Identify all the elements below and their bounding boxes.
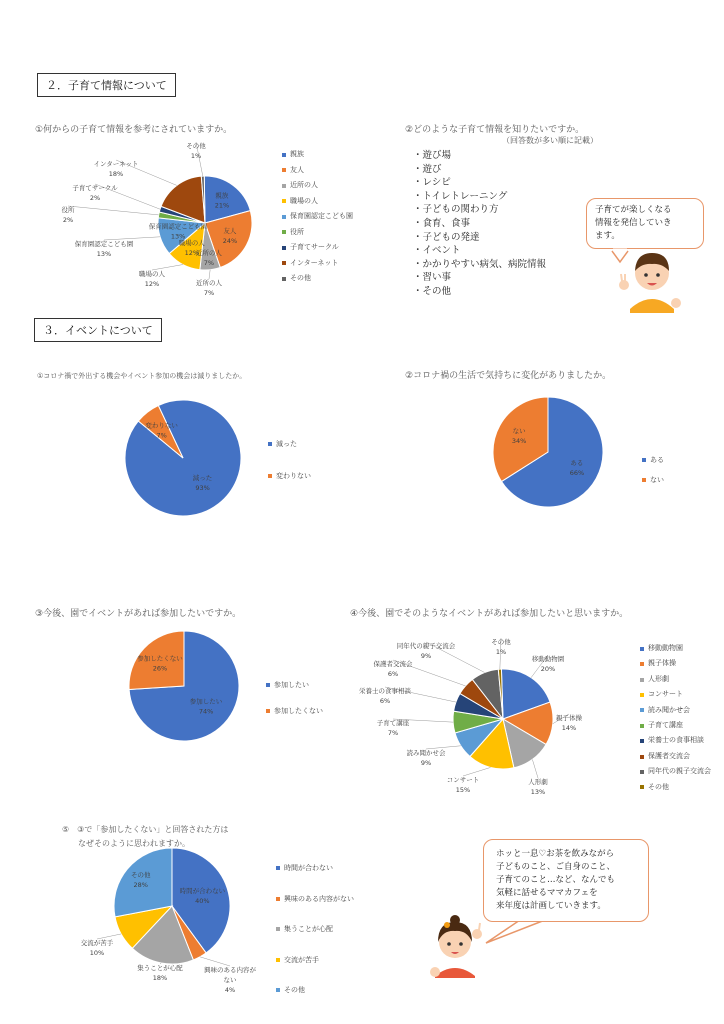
chart2-title: ①コロナ禍で外出する機会やイベント参加の機会は減りましたか。 [37,372,247,380]
chart4-data-label-1: 参加したくない [137,654,183,663]
bubble2-line: 気軽に話せるママカフェを [496,888,598,898]
chart4-legend-item [266,698,323,724]
chart1-data-label-8: 1% [190,152,202,160]
chart6-data-label-3: 10% [89,949,105,957]
legend-label: その他 [648,782,669,791]
legend-swatch [640,755,644,759]
chart5-legend-item [640,764,711,779]
chart1-data-label-5: 2% [62,216,74,224]
chart1-legend-item [282,147,353,163]
bubble2-line: ホッと一息♡お茶を飲みながら [496,849,615,859]
chart1-legend-item [282,178,353,194]
legend-swatch [282,215,286,219]
section2-title: ２．子育て情報について [37,73,176,97]
legend-label: 減った [276,440,297,448]
chart5-legend-item [640,672,711,687]
legend-swatch [282,184,286,188]
chart1-data-label-4: 13% [170,232,186,241]
q2-item-line: ・レシピ [413,177,451,189]
chart1-data-label-4: 保育園認定こども園 [74,240,134,248]
legend-swatch [266,709,270,713]
q2-item-line: ・イベント [413,245,461,257]
legend-label: 興味のある内容がない [284,894,354,903]
legend-label: 子育て講座 [648,721,683,730]
legend-swatch [282,168,286,172]
chart1-legend-item [282,209,353,225]
chart2-data-label-0: 93% [195,484,210,493]
chart5-data-label-9: その他 [491,638,511,646]
chart6-data-label-1: 興味のある内容が [204,966,256,974]
chart5-data-label-3: 15% [455,786,471,794]
legend-label: 職場の人 [290,196,318,205]
chart5-data-label-4: 読み聞かせ会 [406,749,446,757]
legend-label: インターネット [290,258,339,267]
chart5-title: ④今後、園でそのようなイベントがあれば参加したいと思いますか。 [350,609,629,619]
chart1-data-label-5: 役所 [61,206,75,214]
chart1-data-label-4: 保育園認定こども園 [148,222,208,231]
legend-swatch [282,199,286,203]
legend-label: 保護者交流会 [648,751,690,760]
chart5-leader-2 [532,759,538,778]
chart3-data-label-0: ある [570,458,584,467]
q2-item-line: ・食育、食事 [413,217,471,229]
q2-item-line: ・トイレトレーニング [413,190,508,202]
legend-label: ない [650,476,664,484]
chart6-legend-item [276,945,354,976]
chart1-data-label-1: 24% [222,237,238,246]
chart3-title: ②コロナ禍の生活で気持ちに変化がありましたか。 [405,371,612,381]
chart1-data-label-2: 近所の人 [196,279,222,287]
legend-swatch [276,958,280,962]
legend-label: 親族 [290,150,304,158]
chart5-data-label-6: 栄養士の食事相談 [359,687,411,695]
chart6-data-label-0: 40% [195,897,210,906]
legend-swatch [640,785,644,789]
bubble1-line: 情報を発信していき [595,218,672,228]
chart4-data-label-0: 参加したい [189,697,223,706]
chart5-data-label-1: 親子体操 [556,714,582,722]
chart1-pie [62,141,253,297]
legend-swatch [642,478,646,482]
legend-label: 時間が合わない [284,864,333,872]
legend-swatch [282,277,286,281]
legend-label: 集うことが心配 [284,925,333,933]
legend-swatch [640,724,644,728]
chart6-legend-item [276,884,354,915]
legend-swatch [640,770,644,774]
q2-item-line: ・子どもの発達 [413,231,480,243]
chart6-subtitle: なぜそのように思われますか。 [78,839,190,848]
legend-label: 近所の人 [290,181,318,189]
chart5-legend-item [640,780,711,795]
legend-label: 子育てサークル [290,243,339,251]
q2-item-line: ・習い事 [413,272,452,284]
legend-label: 交流が苦手 [284,955,319,964]
chart4-legend-item [266,672,323,698]
chart5-legend-item [640,687,711,702]
q2-title: ②どのような子育て情報を知りたいですか。 [405,125,585,135]
legend-swatch [268,474,272,478]
legend-label: 参加したい [274,681,309,689]
chart5-legend-item [640,703,711,718]
chart2-data-label-1: 7% [156,431,167,440]
legend-swatch [282,230,286,234]
bubble2-line: 来年度は計画していきます。 [496,901,606,911]
chart4-pie [129,631,239,741]
chart1-leader-2 [209,270,210,279]
chart5-legend [640,641,711,795]
chart2-data-label-0: 減った [192,474,213,483]
chart6-data-label-4: その他 [130,871,151,880]
chart2-pie [125,400,241,516]
chart1-data-label-6: 2% [89,194,101,202]
legend-swatch [640,678,644,682]
chart5-pie [359,637,583,796]
chart5-legend-item [640,733,711,748]
q2-item-line: ・遊び [413,163,442,175]
legend-swatch [268,442,272,446]
chart1-legend-item [282,163,353,179]
legend-swatch [640,693,644,697]
q2-item-line: ・その他 [413,285,452,297]
chart6-data-label-0: 時間が合わない [179,887,226,896]
chart5-data-label-0: 移動動物園 [531,655,565,663]
chart6-legend-item [276,853,354,884]
chart5-data-label-0: 20% [540,665,556,673]
chart5-legend-item [640,656,711,671]
chart1-data-label-2: 近所の人 [195,249,222,258]
section3-title: ３．イベントについて [34,318,162,342]
chart5-data-label-2: 13% [530,788,546,796]
chart5-data-label-5: 子育て講座 [376,719,410,727]
legend-label: ある [650,456,664,464]
legend-swatch [642,458,646,462]
chart5-legend-item [640,749,711,764]
chart6-legend [276,853,354,1006]
chart5-data-label-8: 同年代の親子交流会 [396,642,456,650]
chart1-data-label-3: 12% [184,248,200,257]
chart1-title: ①何からの子育て情報を参考にされていますか。 [35,125,233,135]
legend-label: コンサート [648,690,683,699]
chart5-data-label-9: 1% [495,648,507,656]
q2-item-line: ・子どもの関わり方 [413,204,499,216]
chart1-legend [282,147,353,287]
legend-swatch [282,153,286,157]
legend-swatch [640,647,644,651]
chart3-data-label-0: 66% [569,468,585,477]
chart1-legend-item [282,240,353,256]
chart4-title: ③今後、園でイベントがあれば参加したいですか。 [35,609,242,619]
chart1-data-label-0: 親族 [215,191,229,200]
chart1-legend-item [282,271,353,287]
bubble1-line: ます。 [595,231,620,241]
legend-swatch [276,927,280,931]
legend-swatch [276,988,280,992]
chart5-data-label-1: 14% [561,724,577,732]
chart6-title: ⑤ ③で「参加したくない」と回答された方は [62,825,229,834]
chart6-pie [81,848,257,994]
chart1-data-label-7: インターネット [93,160,139,168]
chart3-legend-item [642,470,664,490]
chart1-data-label-6: 子育てサークル [72,184,118,192]
chart5-data-label-3: コンサート [446,776,480,784]
legend-swatch [640,662,644,666]
legend-swatch [276,866,280,870]
q2-item-line: ・遊び場 [413,150,452,161]
legend-swatch [282,261,286,265]
chart3-legend-item [642,450,664,470]
legend-label: 親子体操 [648,659,676,668]
chart5-data-label-7: 6% [387,670,399,678]
chart1-legend-item [282,256,353,272]
bubble2-line: 子育てのこと…など、なんでも [496,875,616,885]
chart1-data-label-8: その他 [186,142,206,150]
bubble2-line: 子どものこと、ご自身のこと、 [496,862,616,872]
chart6-data-label-1: 4% [224,986,236,994]
chart5-data-label-5: 7% [387,729,399,737]
chart6-leader-1 [200,957,230,966]
legend-label: 同年代の親子交流会 [648,767,711,776]
chart6-legend-item [276,975,354,1006]
chart2-data-label-1: 変わりない [145,421,178,430]
legend-swatch [640,708,644,712]
chart6-legend-item [276,914,354,945]
chart5-data-label-6: 6% [379,697,391,705]
legend-label: 人形劇 [648,674,669,683]
q2-item-line: ・かかりやすい病気、病院情報 [413,258,547,270]
chart1-data-label-3: 職場の人 [178,238,205,247]
legend-label: その他 [290,274,311,282]
chart1-legend-item [282,194,353,210]
legend-label: 友人 [290,165,304,174]
legend-swatch [276,897,280,901]
chart5-legend-item [640,718,711,733]
chart6-data-label-2: 集うことが心配 [137,964,183,972]
chart1-data-label-1: 友人 [223,227,237,236]
chart5-leader-3 [463,767,491,776]
chart6-data-label-4: 28% [133,881,148,890]
legend-label: 保育園認定こども園 [290,212,353,220]
legend-label: その他 [284,986,305,994]
chart3-legend [642,450,664,490]
legend-label: 変わりない [276,472,311,480]
chart5-data-label-2: 人形劇 [528,778,548,786]
chart3-data-label-1: ない [512,427,526,436]
legend-swatch [266,683,270,687]
chart1-legend-item [282,225,353,241]
chart4-data-label-0: 74% [198,707,214,716]
chart6-data-label-1: ない [223,976,237,984]
legend-swatch [640,739,644,743]
chart1-data-label-7: 18% [108,170,124,178]
chart3-pie [493,397,603,507]
chart2-legend-item [268,428,311,460]
q2-note: （回答数が多い順に記載） [502,136,598,145]
chart1-data-label-2: 7% [203,259,215,268]
chart1-data-label-4: 13% [96,250,112,258]
legend-label: 栄養士の食事相談 [648,736,704,745]
chart1-leader-5 [68,206,159,215]
legend-swatch [282,246,286,250]
chart5-data-label-4: 9% [420,759,432,767]
chart1-data-label-3: 職場の人 [139,270,165,278]
chart5-data-label-7: 保護者交流会 [373,660,413,668]
chart2-legend-item [268,460,311,492]
chart3-data-label-1: 34% [511,437,527,446]
legend-label: 役所 [290,227,304,236]
bubble1-line: 子育てが楽しくなる [595,205,672,215]
chart5-legend-item [640,641,711,656]
chart1-data-label-2: 7% [203,289,215,297]
chart5-data-label-8: 9% [420,652,432,660]
legend-label: 読み聞かせ会 [648,705,690,714]
chart2-legend [268,428,311,492]
legend-label: 移動動物園 [648,644,683,652]
chart4-legend [266,672,323,724]
chart1-data-label-3: 12% [144,280,160,288]
chart4-data-label-1: 26% [152,664,168,673]
chart6-data-label-3: 交流が苦手 [80,939,114,947]
chart1-data-label-0: 21% [214,201,230,210]
chart6-data-label-2: 18% [152,974,168,982]
legend-label: 参加したくない [274,707,323,715]
